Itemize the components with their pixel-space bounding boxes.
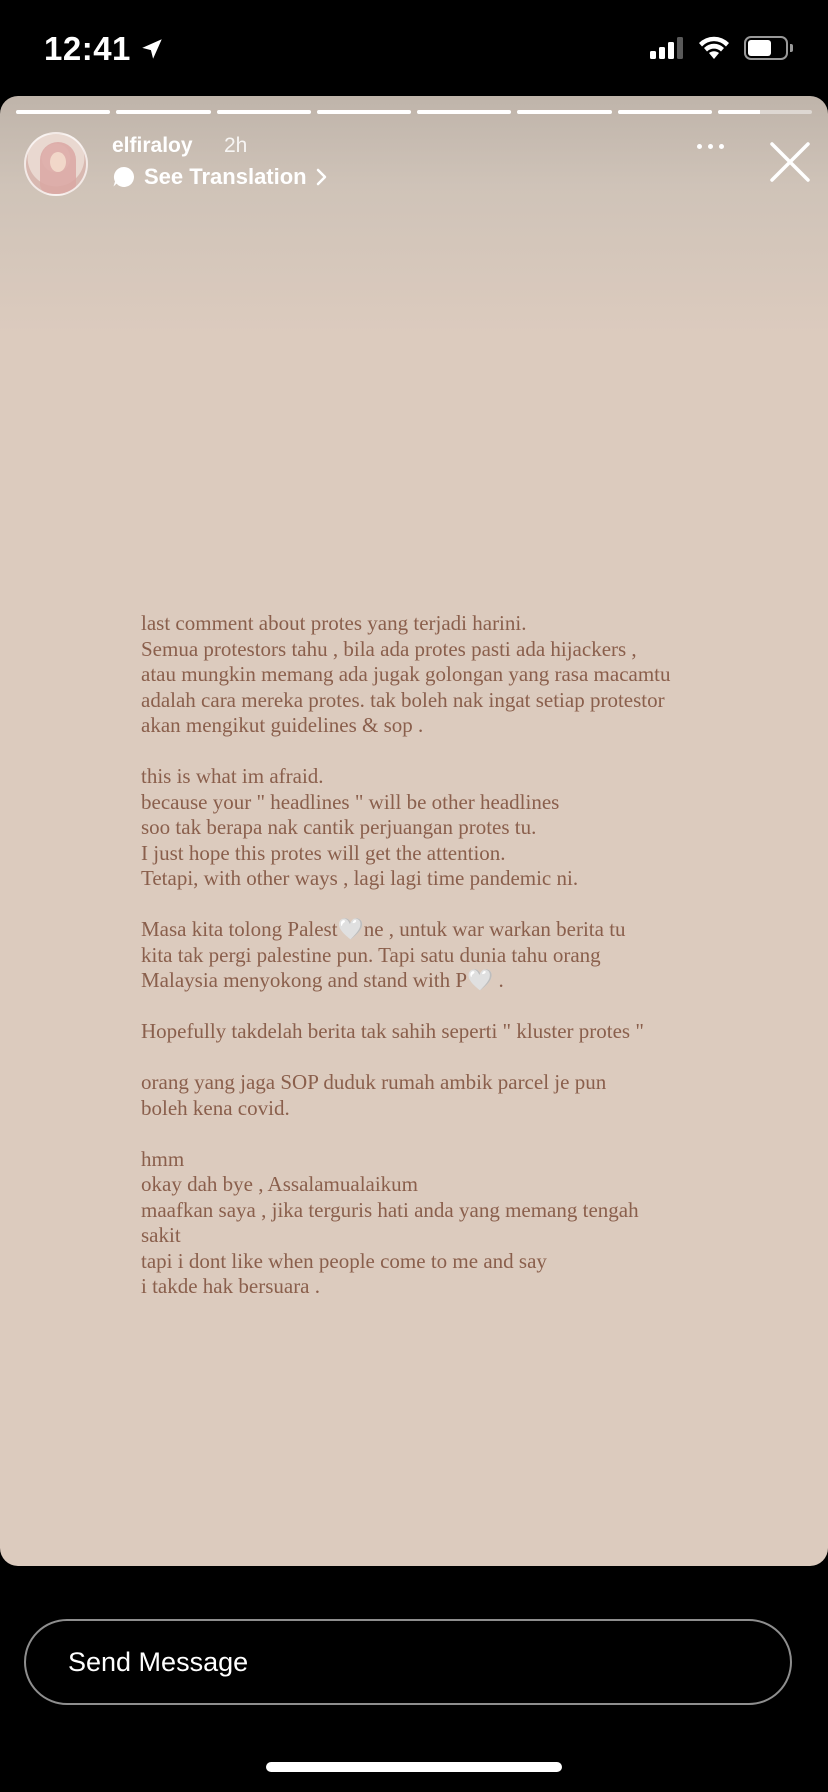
story-progress-bar bbox=[16, 110, 812, 114]
story-text-line: Semua protestors tahu , bila ada protes pasti ada hijackers , bbox=[141, 636, 637, 661]
story-text bbox=[141, 611, 741, 1300]
send-message-input[interactable] bbox=[24, 1619, 792, 1705]
see-translation-label: See Translation bbox=[144, 164, 307, 189]
clock-time: 12:41 bbox=[44, 30, 131, 67]
story-text-line: this is what im afraid. bbox=[141, 764, 324, 788]
story-text-line: Tetapi, with other ways , lagi lagi time pandemic ni. bbox=[141, 866, 579, 890]
story-progress-segment bbox=[317, 110, 411, 114]
story-text-line: sakit bbox=[141, 1223, 181, 1247]
story-paragraph bbox=[141, 611, 741, 739]
story-paragraph bbox=[141, 1070, 741, 1121]
story-text-line: akan mengikut guidelines & sop . bbox=[141, 713, 424, 737]
story-card[interactable] bbox=[0, 96, 828, 1566]
story-progress-segment bbox=[417, 110, 511, 114]
status-bar bbox=[0, 0, 828, 96]
speech-bubble-icon bbox=[112, 165, 136, 189]
see-translation-button[interactable] bbox=[112, 164, 329, 190]
close-icon[interactable] bbox=[768, 140, 812, 184]
story-progress-segment bbox=[217, 110, 311, 114]
story-text-line: i takde hak bersuara . bbox=[141, 1274, 321, 1298]
story-text-line: atau mungkin memang ada jugak golongan yang rasa macamtu bbox=[141, 662, 671, 686]
story-progress-segment bbox=[116, 110, 210, 114]
story-text-line: maafkan saya , jika terguris hati anda yang memang tengah bbox=[141, 1197, 639, 1222]
story-text-line: Masa kita tolong Palest🤍ne , untuk war warkan berita tu bbox=[141, 917, 626, 941]
status-icons bbox=[650, 36, 794, 60]
story-text-line: boleh kena covid. bbox=[141, 1095, 290, 1120]
location-arrow-icon bbox=[139, 36, 165, 62]
story-progress-segment bbox=[618, 110, 712, 114]
story-text-line: last comment about protes yang terjadi harini. bbox=[141, 611, 527, 635]
home-indicator[interactable] bbox=[266, 1762, 562, 1772]
status-time bbox=[44, 30, 165, 68]
story-text-line: Hopefully takdelah berita tak sahih seperti " kluster protes " bbox=[141, 1019, 644, 1043]
chevron-right-icon bbox=[315, 167, 329, 187]
story-text-line: because your " headlines " will be other headlines bbox=[141, 789, 560, 814]
story-text-line: hmm bbox=[141, 1146, 185, 1171]
story-text-line: adalah cara mereka protes. tak boleh nak ingat setiap protestor bbox=[141, 687, 665, 712]
story-text-line: kita tak pergi palestine pun. Tapi satu dunia tahu orang bbox=[141, 942, 601, 967]
story-text-line: soo tak berapa nak cantik perjuangan protes tu. bbox=[141, 815, 537, 839]
story-text-line: okay dah bye , Assalamualaikum bbox=[141, 1172, 419, 1196]
battery-level-fill bbox=[748, 40, 771, 56]
story-paragraph bbox=[141, 764, 741, 892]
username[interactable]: elfiraloy bbox=[112, 134, 193, 157]
cellular-signal-icon bbox=[650, 37, 684, 59]
story-text-line: tapi i dont like when people come to me and say bbox=[141, 1248, 547, 1273]
story-progress-segment bbox=[16, 110, 110, 114]
story-paragraph bbox=[141, 1019, 741, 1045]
story-header bbox=[24, 132, 804, 202]
story-paragraph bbox=[141, 917, 741, 994]
story-text-line: orang yang jaga SOP duduk rumah ambik parcel je pun bbox=[141, 1070, 607, 1094]
story-text-line: I just hope this protes will get the attention. bbox=[141, 840, 506, 865]
story-text-line: Malaysia menyokong and stand with P🤍 . bbox=[141, 968, 504, 992]
send-message-placeholder: Send Message bbox=[68, 1646, 249, 1677]
avatar[interactable] bbox=[24, 132, 88, 196]
post-time: 2h bbox=[224, 134, 248, 157]
more-options-icon[interactable] bbox=[697, 144, 724, 149]
story-progress-segment bbox=[718, 110, 812, 114]
story-paragraph bbox=[141, 1147, 741, 1300]
story-progress-segment bbox=[517, 110, 611, 114]
wifi-icon bbox=[698, 36, 730, 60]
battery-icon bbox=[744, 36, 794, 60]
